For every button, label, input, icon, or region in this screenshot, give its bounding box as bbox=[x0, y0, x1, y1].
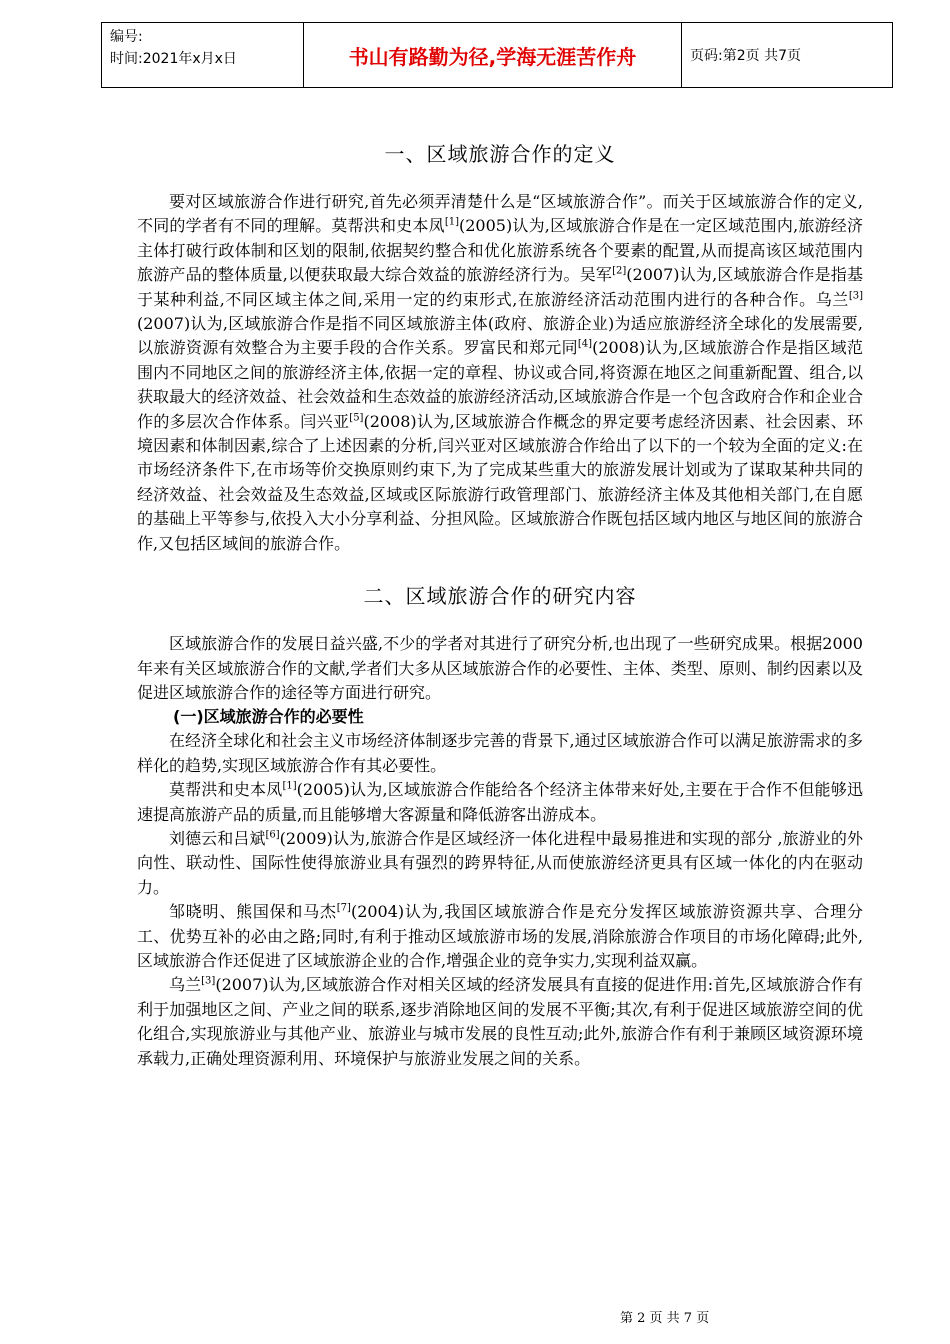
text-run: 乌兰 bbox=[169, 975, 202, 995]
page-header bbox=[101, 22, 893, 88]
necessity-paragraph bbox=[137, 973, 863, 1071]
text-run: 要对区域旅游合作进行研究,首先必须弄清楚什么是“区域旅游合作”。而关于区域旅游合作的定义,不同的学者有不同的理解。莫帮洪和史本凤 bbox=[137, 192, 863, 236]
section-title-research: 二、区域旅游合作的研究内容 bbox=[363, 584, 637, 609]
text-run: (2004)认为,我国区域旅游合作是充分发挥区域旅游资源共享、合理分工、优势互补的必由之路;同时,有利于推动区域旅游市场的发展,消除旅游合作项目的市场化障碍;此外,区域旅游合作还促进了区域旅游企业的合作,增强企业的竞争实力,实现利益双赢。 bbox=[137, 902, 863, 970]
text-run: (2007)认为,区域旅游合作对相关区域的经济发展具有直接的促进作用:首先,区域旅游合作有利于加强地区之间、产业之间的联系,逐步消除地区间的发展不平衡;其次,有利于促进区域旅游空间的优化组合,实现旅游业与其他产业、旅游业与城市发展的良性互动;此外,旅游合作有利于兼顾区域资源环境承载力,正确处理资源利用、环境保护与旅游业发展之间的关系。 bbox=[137, 975, 863, 1068]
motto: 书山有路勤为径,学海无涯苦作舟 bbox=[304, 23, 682, 87]
page-info: 页码:第2页 共7页 bbox=[690, 48, 801, 64]
header-meta bbox=[102, 23, 304, 87]
necessity-paragraph bbox=[137, 827, 863, 900]
definition-paragraph bbox=[137, 190, 863, 556]
citation-ref: [6] bbox=[265, 829, 280, 841]
text-run: (2007)认为,区域旅游合作是指不同区域旅游主体(政府、旅游企业)为适应旅游经济全球化的发展需要,以旅游资源有效整合为主要手段的合作关系。罗富民和郑元同 bbox=[137, 314, 863, 358]
section-title-definition: 一、区域旅游合作的定义 bbox=[384, 142, 616, 166]
text-run: (2007)认为,区域旅游合作是指基于某种利益,不同区域主体之间,采用一定的约束形式,在旅游经济活动范围内进行的各种合作。乌兰 bbox=[137, 265, 863, 309]
citation-ref: [4] bbox=[577, 339, 593, 351]
necessity-paragraph: 在经济全球化和社会主义市场经济体制逐步完善的背景下,通过区域旅游合作可以满足旅游需求的多样化的趋势,实现区域旅游合作有其必要性。 bbox=[137, 731, 863, 775]
document-body bbox=[137, 140, 863, 1071]
citation-ref: [3] bbox=[201, 976, 216, 988]
research-intro-paragraph: 区域旅游合作的发展日益兴盛,不少的学者对其进行了研究分析,也出现了一些研究成果。根据2000年来有关区域旅游合作的文献,学者们大多从区域旅游合作的必要性、主体、类型、原则、制约因素以及促进区域旅游合作的途径等方面进行研究。 bbox=[137, 634, 863, 702]
citation-ref: [1] bbox=[282, 780, 297, 792]
text-run: (2005)认为,区域旅游合作是在一定区域范围内,旅游经济主体打破行政体制和区划的限制,依据契约整合和优化旅游系统各个要素的配置,从而提高该区域范围内旅游产品的整体质量,以便获取最大综合效益的旅游经济行为。吴军 bbox=[137, 216, 863, 285]
text-run: 邹晓明、熊国保和马杰 bbox=[169, 902, 337, 922]
citation-ref: [2] bbox=[612, 265, 627, 277]
citation-ref: [7] bbox=[336, 902, 351, 914]
text-run: (2009)认为,旅游合作是区域经济一体化进程中最易推进和实现的部分 ,旅游业的外向性、联动性、国际性使得旅游业具有强烈的跨界特征,从而使旅游经济更具有区域一体化的内在驱动力。 bbox=[137, 828, 863, 897]
subheading-necessity: (一)区域旅游合作的必要性 bbox=[173, 707, 364, 727]
text-run: (2008)认为,区域旅游合作概念的界定要考虑经济因素、社会因素、环境因素和体制因素,综合了上述因素的分析,闫兴亚对区域旅游合作给出了以下的一个较为全面的定义:在市场经济条件下,在市场等价交换原则约束下,为了完成某些重大的旅游发展计划或为了谋取某种共同的经济效益、社会效益及生态效益,区域或区际旅游行政管理部门、旅游经济主体及其他相关部门,在自愿的基础上平等参与,依投入大小分享利益、分担风险。区域旅游合作既包括区域内地区与地区间的旅游合作,又包括区域间的旅游合作。 bbox=[137, 411, 863, 553]
necessity-paragraph bbox=[137, 778, 863, 827]
text-run: 刘德云和吕斌 bbox=[169, 828, 266, 848]
text-run: (2005)认为,区域旅游合作能给各个经济主体带来好处,主要在于合作不但能够迅速提高旅游产品的质量,而且能够增大客源量和降低游客出游成本。 bbox=[137, 780, 863, 824]
time-label: 时间:2021年x月x日 bbox=[110, 51, 237, 67]
page-footer: 第 2 页 共 7 页 bbox=[620, 1311, 710, 1326]
number-label: 编号: bbox=[110, 29, 143, 45]
text-run: (2008)认为,区域旅游合作是指区域范围内不同地区之间的旅游经济主体,依据一定的章程、协议或合同,将资源在地区之间重新配置、组合,以获取最大的经济效益、社会效益和生态效益的旅游经济活动,区域旅游合作是一个包含政府合作和企业合作的多层次合作体系。闫兴亚 bbox=[137, 338, 863, 431]
citation-ref: [3] bbox=[848, 290, 863, 302]
citation-ref: [1] bbox=[444, 217, 459, 229]
citation-ref: [5] bbox=[349, 412, 364, 424]
text-run: 莫帮洪和史本凤 bbox=[169, 780, 283, 800]
necessity-paragraph bbox=[137, 900, 863, 973]
